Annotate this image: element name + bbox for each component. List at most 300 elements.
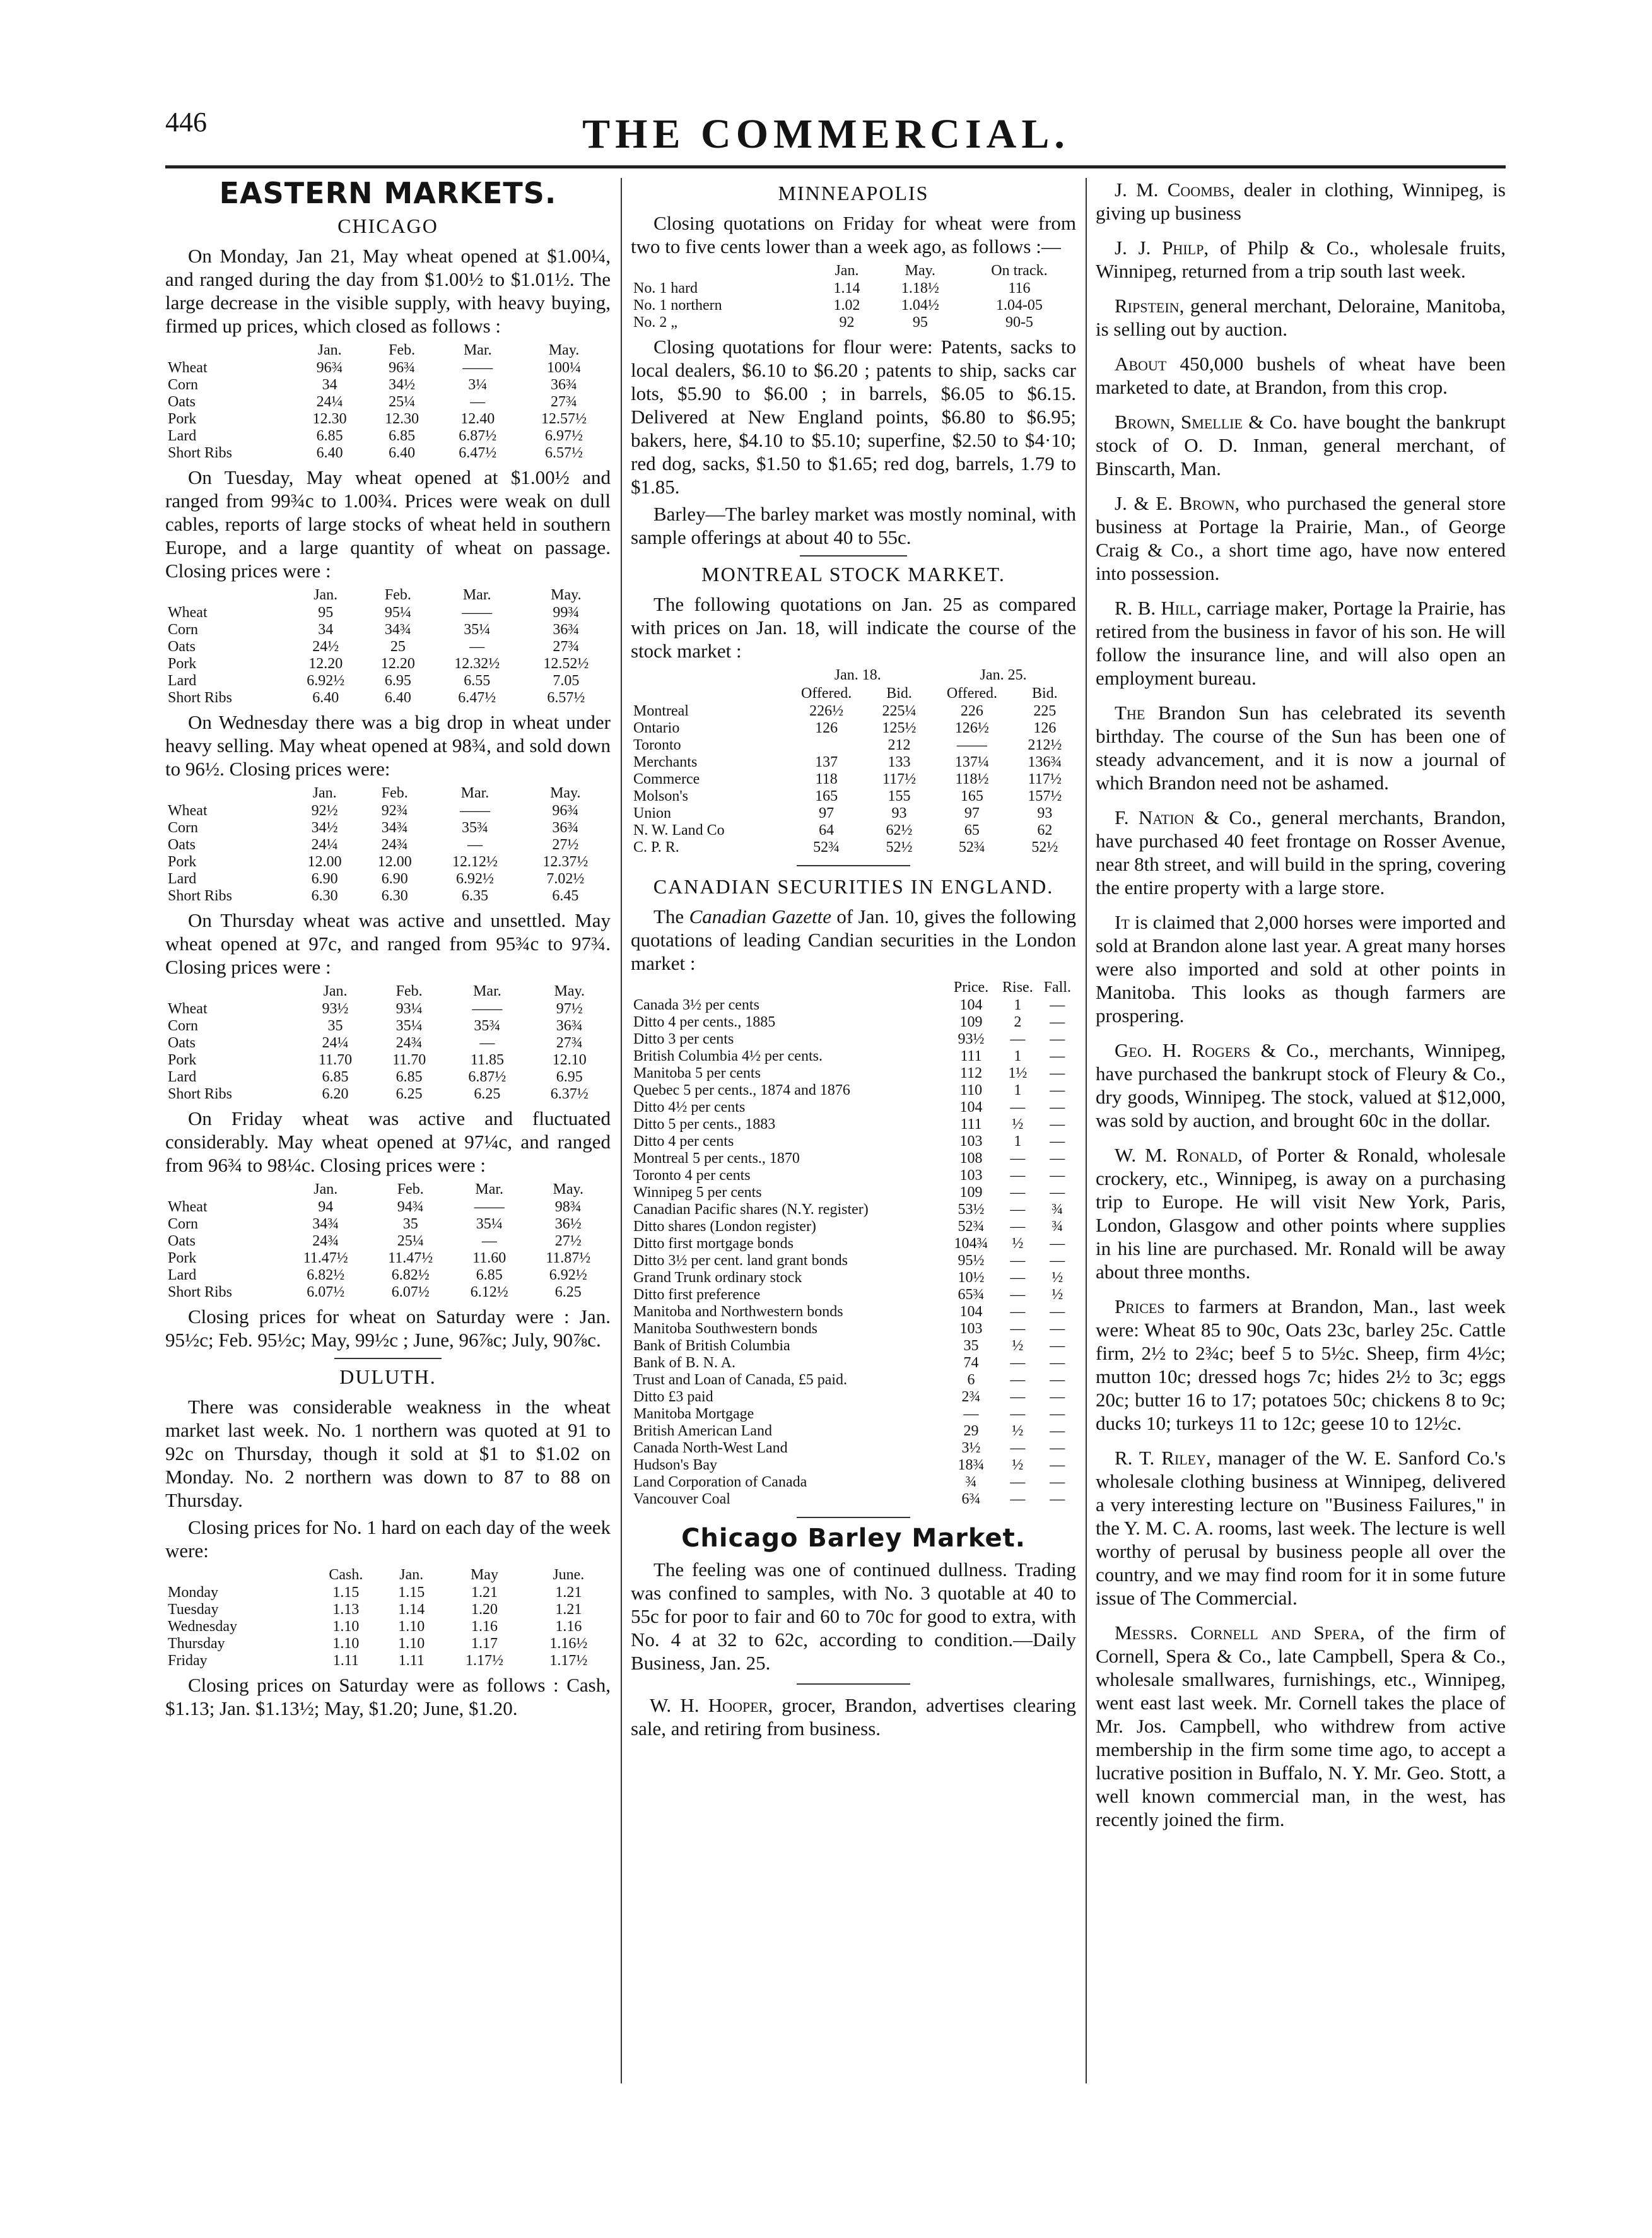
table-row [165, 1216, 611, 1233]
notice-text: , manager of the W. E. Sanford Co.'s wholesale clothing business at Winnipeg, delivered a very interesting lecture on "Business Failures," in the Y. M. C. A. rooms, last week. The lecture is well worthy of perusal by business people all over the country, and we may find room for it in some future issue of The Commercial. [1096, 1447, 1506, 1609]
table-cell: 93 [891, 805, 907, 822]
table-cell: 6.35 [461, 888, 488, 904]
business-notice [1096, 806, 1506, 899]
column-header: Offered. [801, 685, 852, 702]
table-cell: 225¼ [882, 703, 917, 719]
row-label: British American Land [633, 1423, 772, 1439]
table-cell: 155 [888, 788, 911, 804]
table-row [631, 1099, 1076, 1116]
table-cell: — [1050, 1406, 1065, 1422]
table-cell: 96¾ [389, 360, 416, 376]
date-header: Jan. 18. [834, 667, 881, 683]
table-cell: 1.17 [471, 1635, 498, 1652]
table-cell: 126 [1033, 720, 1057, 736]
table-cell: 117½ [1028, 771, 1062, 787]
column-header: May. [548, 342, 580, 358]
table-cell: 104¾ [954, 1235, 988, 1252]
table-cell: 118 [815, 771, 838, 787]
table-row [631, 1184, 1076, 1201]
row-label: No. 1 northern [633, 297, 722, 314]
separator [800, 555, 907, 557]
row-label: Manitoba 5 per cents [633, 1065, 761, 1081]
table-cell: 12.00 [377, 854, 412, 870]
table-cell: 74 [963, 1355, 979, 1371]
chicago-barley-paragraph: The feeling was one of continued dullness. Trading was confined to samples, with No. 3 quotable at 40 to 55c for poor to fair and 60 to 70c for good to extra, with No. 4 at 32 to 62c, according to condition.—Daily Business, Jan. 25. [631, 1558, 1076, 1674]
row-label: Bank of B. N. A. [633, 1355, 735, 1371]
table-cell: 62½ [886, 822, 913, 839]
column-header [165, 784, 290, 803]
row-label: Canada 3½ per cents [633, 997, 759, 1013]
row-label: Lard [168, 428, 197, 444]
table-cell: 6.07½ [307, 1284, 345, 1300]
table-cell: 52¾ [958, 839, 985, 856]
row-label: Pork [168, 656, 197, 672]
table-cell: — [963, 1406, 979, 1422]
publication-title: Canadian Gazette [689, 905, 832, 928]
row-label: Ditto 4 per cents [633, 1133, 734, 1150]
table-cell: — [1010, 1287, 1026, 1303]
table-cell: — [1010, 1406, 1026, 1422]
notice-name: W. H. Hooper [650, 1694, 768, 1716]
page-number: 446 [165, 107, 207, 138]
table-cell: 1.20 [471, 1601, 498, 1618]
table-cell: 35 [963, 1338, 979, 1354]
table-cell: — [1050, 1167, 1065, 1184]
table-cell: 1.16 [555, 1618, 582, 1635]
chicago-price-table [165, 1181, 611, 1301]
table-cell: 24¼ [316, 394, 343, 410]
table-cell: ½ [1012, 1116, 1024, 1133]
table-cell: 35¾ [461, 820, 488, 836]
column-header: Mar. [462, 587, 491, 603]
table-cell: 24¼ [322, 1035, 349, 1051]
table-cell: — [1050, 1082, 1065, 1098]
business-notice [1096, 701, 1506, 794]
table-row [165, 1267, 611, 1284]
table-cell: 109 [959, 1184, 983, 1201]
table-cell: 110 [960, 1082, 983, 1098]
table-cell: 27½ [552, 837, 579, 853]
table-cell: 1 [1014, 1082, 1022, 1098]
row-label: Pork [168, 854, 197, 870]
table-cell: ½ [1012, 1457, 1024, 1473]
table-cell: 1.04-05 [995, 297, 1043, 314]
table-cell: — [1010, 1372, 1026, 1388]
table-cell: 7.02½ [546, 871, 585, 887]
masthead: THE COMMERCIAL. [582, 111, 1070, 157]
table-cell: 103 [959, 1167, 983, 1184]
table-cell: — [1050, 1116, 1065, 1133]
column-header: Rise. [1002, 979, 1033, 996]
table-cell: 34 [318, 621, 334, 638]
minneapolis-flour-paragraph: Closing quotations for flour were: Patents, sacks to local dealers, $6.10 to $6.20 ; patents to ship, sacks car lots, $5.90 to $6.00 ; in barrels, $6.05 to $6.15. Delivered at New England points, $6.80 to $6.95; bakers, here, $4.10 to $5.10; superfine, $2.50 to $4·10; red dog, sacks, $1.50 to $1.65; red dog, barrels, 1.79 to $1.85. [631, 336, 1076, 498]
table-cell: 34¾ [381, 820, 408, 836]
column-header: Mar. [473, 983, 501, 999]
notice-name: It [1115, 911, 1130, 933]
table-row [631, 1338, 1076, 1355]
header-rule [165, 165, 1506, 168]
row-label: Pork [168, 1250, 197, 1266]
table-cell: 212 [888, 737, 911, 753]
row-label: Vancouver Coal [633, 1491, 730, 1507]
table-cell: 6.92½ [307, 673, 345, 689]
table-cell: 6.55 [464, 673, 491, 689]
column-header: Feb. [381, 785, 408, 801]
table-cell: 27¾ [553, 639, 580, 655]
table-row [165, 690, 611, 707]
table-cell: 11.47½ [303, 1250, 348, 1266]
table-cell: 36¾ [552, 820, 579, 836]
row-label: Short Ribs [168, 1086, 233, 1102]
table-cell: 1.16½ [549, 1635, 588, 1652]
notice-name: R. B. Hill [1115, 597, 1197, 619]
table-row [631, 1201, 1076, 1218]
row-label: Wheat [168, 803, 208, 819]
table-header-row [165, 1181, 611, 1199]
row-label: Lard [168, 1267, 197, 1283]
table-cell: 137 [815, 754, 838, 770]
table-cell: 6.25 [554, 1284, 582, 1300]
table-cell: —— [459, 803, 490, 819]
table-cell: 1.10 [332, 1635, 360, 1652]
table-cell: 6.25 [395, 1086, 423, 1102]
table-row [165, 360, 611, 377]
table-row [165, 1284, 611, 1301]
chicago-saturday-closing: Closing prices for wheat on Saturday were : Jan. 95½c; Feb. 95½c; May, 99½c ; June, 96⅞c; July, 90⅞c. [165, 1305, 611, 1351]
row-label: Oats [168, 394, 196, 410]
duluth-paragraph: There was considerable weakness in the wheat market last week. No. 1 northern was quoted at 91 to 92c on Thursday, though it sold at $1 to $1.02 on Monday. No. 2 northern was down to 87 to 88 on Thursday. [165, 1396, 611, 1511]
table-cell: 53½ [958, 1201, 985, 1218]
table-row [631, 1423, 1076, 1440]
table-cell: 6.57½ [545, 445, 583, 461]
table-cell: — [469, 639, 485, 655]
table-cell: 36¾ [556, 1018, 583, 1034]
table-cell: 1.18½ [901, 280, 939, 297]
column-header [165, 341, 293, 360]
table-cell: 6.47½ [459, 445, 497, 461]
row-label: Pork [168, 411, 197, 427]
table-cell: ½ [1012, 1235, 1024, 1252]
table-row [631, 703, 1076, 720]
business-notice [1096, 352, 1506, 399]
table-row [165, 803, 611, 820]
row-label: Corn [168, 377, 198, 393]
table-cell: 36¾ [551, 377, 578, 393]
row-label: Tuesday [168, 1601, 219, 1618]
column-header [631, 685, 785, 703]
table-cell: 6.95 [384, 673, 411, 689]
table-cell: — [1050, 1235, 1065, 1252]
table-cell: 52¾ [813, 839, 840, 856]
duluth-saturday-closing: Closing prices on Saturday were as follows : Cash, $1.13; Jan. $1.13½; May, $1.20; June, $1.20. [165, 1674, 611, 1719]
business-notice [1096, 178, 1506, 225]
table-cell: 117½ [882, 771, 917, 787]
table-cell: 6.07½ [391, 1284, 430, 1300]
table-row [631, 822, 1076, 839]
table-cell: 35¾ [474, 1018, 501, 1034]
table-cell: — [1010, 1150, 1026, 1167]
column-header: Cash. [329, 1567, 363, 1583]
table-cell: 226 [960, 703, 983, 719]
notice-text: , dealer in clothing, Winnipeg, is giving up business [1096, 179, 1506, 224]
table-row [631, 1031, 1076, 1048]
table-cell: 36½ [554, 1216, 582, 1232]
column-header: Jan. [317, 342, 342, 358]
table-cell: 225 [1033, 703, 1057, 719]
table-cell: — [1010, 1389, 1026, 1405]
business-notice [1096, 294, 1506, 341]
table-cell: —— [956, 737, 987, 753]
table-cell: 35¼ [476, 1216, 503, 1232]
business-notice [1096, 1621, 1506, 1831]
column-header: Mar. [460, 785, 489, 801]
column-header [165, 1566, 311, 1584]
table-row [631, 737, 1076, 754]
table-cell: — [479, 1035, 495, 1051]
business-notice [1096, 236, 1506, 283]
table-cell: 65¾ [958, 1287, 985, 1303]
notice-text: , grocer, Brandon, advertises clearing sale, and retiring from business. [631, 1694, 1077, 1740]
row-label: N. W. Land Co [633, 822, 725, 839]
table-cell: 1.10 [398, 1618, 425, 1635]
row-label: Oats [168, 1035, 196, 1051]
table-row [165, 377, 611, 394]
table-cell: — [1010, 1184, 1026, 1201]
table-cell: 1 [1014, 1048, 1022, 1064]
table-cell: 12.57½ [541, 411, 587, 427]
duluth-paragraph: Closing prices for No. 1 hard on each day of the week were: [165, 1516, 611, 1562]
notice-name: The [1115, 702, 1145, 724]
table-row [165, 411, 611, 428]
table-cell: 12.30 [312, 411, 347, 427]
table-cell: 6 [967, 1372, 975, 1388]
notice-text: , carriage maker, Portage la Prairie, has retired from the business in favor of his son. He will follow the insurance line, and will also open an employment bureau. [1096, 597, 1506, 689]
table-cell: 6.85 [316, 428, 343, 444]
table-cell: 27¾ [551, 394, 578, 410]
table-cell: — [1050, 1065, 1065, 1081]
table-cell: 157½ [1028, 788, 1062, 804]
column-header: On track. [991, 262, 1048, 279]
table-header-row [165, 341, 611, 360]
table-cell [785, 737, 868, 754]
minneapolis-paragraph: Closing quotations on Friday for wheat were from two to five cents lower than a week ago, as follows :— [631, 212, 1076, 257]
separator [334, 1358, 442, 1359]
eastern-markets-heading: EASTERN MARKETS. [219, 176, 557, 210]
table-cell: 25¼ [389, 394, 416, 410]
business-notice [1096, 492, 1506, 585]
table-cell: — [1050, 997, 1065, 1013]
montreal-paragraph: The following quotations on Jan. 25 as compared with prices on Jan. 18, will indicate the course of the stock market : [631, 593, 1076, 662]
table-cell: 1.21 [555, 1601, 582, 1618]
column-3 [1096, 178, 1506, 1842]
notice-name: Messrs. Cornell and Spera [1115, 1622, 1360, 1644]
table-cell: 100¼ [547, 360, 582, 376]
row-label: Montreal [633, 703, 689, 719]
chicago-price-table [165, 982, 611, 1103]
table-cell: 126½ [954, 720, 989, 736]
table-cell: 116 [1008, 280, 1031, 297]
table-cell: ½ [1012, 1423, 1024, 1439]
table-cell: 111 [960, 1048, 982, 1064]
notice-text: & Co., general merchants, Brandon, have purchased 40 feet frontage on Rosser Avenue, near 8th street, and will build in the spring, covering the entire property with a large store. [1096, 806, 1506, 898]
row-label: Wheat [168, 604, 208, 621]
table-cell: —— [462, 360, 493, 376]
table-cell: 94 [318, 1199, 334, 1215]
table-cell: 24¾ [381, 837, 408, 853]
row-label: Molson's [633, 788, 689, 804]
table-cell: 99¾ [553, 604, 580, 621]
table-cell: 1.11 [332, 1652, 359, 1669]
table-cell: 12.40 [460, 411, 495, 427]
table-cell: 35¼ [464, 621, 491, 638]
table-row [165, 1652, 611, 1670]
table-cell: — [1050, 1150, 1065, 1167]
table-cell: 6.90 [381, 871, 408, 887]
table-cell: 1.11 [398, 1652, 425, 1669]
chicago-day-paragraph: On Thursday wheat was active and unsettled. May wheat opened at 97c, and ranged from 95¾c to 97¾. Closing prices were : [165, 909, 611, 978]
table-cell: 6.92½ [549, 1267, 587, 1283]
table-cell: 6.25 [474, 1086, 501, 1102]
column-2 [631, 178, 1076, 1752]
table-row [165, 656, 611, 673]
table-row [165, 639, 611, 656]
chicago-daily-reports [165, 244, 611, 1301]
row-label: Short Ribs [168, 1284, 233, 1300]
table-cell: 6.57½ [547, 690, 585, 706]
table-cell: 6.82½ [391, 1267, 430, 1283]
table-row [165, 673, 611, 690]
table-row [631, 805, 1076, 822]
row-label: Trust and Loan of Canada, £5 paid. [633, 1372, 848, 1388]
table-cell: — [1010, 1321, 1026, 1337]
table-cell: 1 [1014, 997, 1022, 1013]
table-cell: — [1050, 1440, 1065, 1456]
table-cell: 92¾ [381, 803, 408, 819]
table-cell: — [1050, 1184, 1065, 1201]
table-cell: 12.12½ [452, 854, 498, 870]
table-cell: — [1010, 1201, 1026, 1218]
canadian-securities-paragraph: The Canadian Gazette of Jan. 10, gives the following quotations of leading Candian securities in the London market : [631, 905, 1076, 974]
table-row [165, 1601, 611, 1618]
separator [797, 865, 910, 866]
table-cell: 108 [959, 1150, 983, 1167]
row-label: Pork [168, 1052, 197, 1068]
table-cell: — [1010, 1474, 1026, 1490]
column-header: Jan. [323, 983, 348, 999]
column-header [631, 262, 816, 280]
table-cell: 97½ [556, 1001, 583, 1017]
table-cell: 12.37½ [542, 854, 589, 870]
table-cell: 18¾ [958, 1457, 985, 1473]
table-row [631, 1082, 1076, 1099]
table-cell: — [1050, 1372, 1065, 1388]
table-row [631, 1457, 1076, 1474]
table-cell: 35¼ [395, 1018, 423, 1034]
table-cell: — [1050, 1355, 1065, 1371]
table-cell: 90-5 [1005, 314, 1033, 331]
table-row [631, 1406, 1076, 1423]
table-cell: 6¾ [961, 1491, 981, 1507]
table-cell: 12.52½ [543, 656, 589, 672]
table-header-row [165, 1566, 611, 1584]
column-header: Mar. [475, 1181, 504, 1198]
table-cell: 6.37½ [550, 1086, 589, 1102]
row-label: Corn [168, 621, 198, 638]
table-cell: 6.82½ [307, 1267, 345, 1283]
row-label: Ditto first mortgage bonds [633, 1235, 794, 1252]
table-row [631, 788, 1076, 805]
table-row [165, 1233, 611, 1250]
table-row [165, 394, 611, 411]
column-header: Feb. [395, 983, 423, 999]
chicago-price-table [165, 341, 611, 462]
table-cell: 11.60 [472, 1250, 507, 1266]
table-cell: 103 [959, 1133, 983, 1150]
table-row [631, 1133, 1076, 1150]
table-cell: 104 [959, 997, 983, 1013]
column-header: May [470, 1567, 498, 1583]
table-cell: 1.13 [332, 1601, 360, 1618]
table-row [165, 1035, 611, 1052]
table-cell: 24¾ [395, 1035, 423, 1051]
table-cell: 112 [960, 1065, 983, 1081]
row-label: Union [633, 805, 671, 822]
business-notice [1096, 1143, 1506, 1283]
table-cell: 6.40 [384, 690, 411, 706]
table-cell: 52½ [1031, 839, 1058, 856]
column-1 [165, 178, 611, 1724]
table-row [631, 771, 1076, 788]
table-cell: 6.85 [322, 1069, 349, 1085]
table-cell: 1½ [1008, 1065, 1028, 1081]
table-cell: 1.04½ [901, 297, 939, 314]
table-cell: 93¼ [395, 1001, 423, 1017]
table-cell: 125½ [882, 720, 917, 736]
table-cell: 6.85 [389, 428, 416, 444]
notice-name: J. J. Philp [1115, 237, 1204, 259]
table-cell: 27¾ [556, 1035, 583, 1051]
table-cell: — [1050, 1457, 1065, 1473]
duluth-heading: DULUTH. [339, 1365, 436, 1388]
canadian-securities-table [631, 979, 1076, 1508]
row-label: Wheat [168, 360, 208, 376]
table-header-row [631, 262, 1076, 280]
duluth-price-table [165, 1566, 611, 1670]
table-row [631, 297, 1076, 314]
table-cell: —— [462, 604, 493, 621]
table-row [165, 1635, 611, 1652]
row-label: Grand Trunk ordinary stock [633, 1269, 802, 1286]
table-cell: 24¼ [311, 837, 338, 853]
table-cell: 1.14 [833, 280, 860, 297]
table-cell: 29 [963, 1423, 979, 1439]
row-label: Bank of British Columbia [633, 1338, 790, 1354]
notice-name: About [1115, 353, 1167, 375]
table-cell: 24¾ [312, 1233, 339, 1249]
table-cell: 11.47½ [388, 1250, 433, 1266]
table-cell: — [1010, 1218, 1026, 1235]
column-header [631, 979, 946, 997]
table-header-row [165, 982, 611, 1001]
table-cell: 34 [322, 377, 337, 393]
table-cell: 96¾ [552, 803, 579, 819]
table-header-row [165, 586, 611, 604]
notice-name: W. M. Ronald [1115, 1144, 1238, 1166]
notice-text: , of the firm of Cornell, Spera & Co., late Campbell, Spera & Co., wholesale smallwares, furnishings, etc., Winnipeg, went east last week. Mr. Cornell takes the place of Mr. Jos. Campbell, who withdrew from active membership in the firm some time ago, to accept a lucrative position in Buffalo, N. Y. Mr. Geo. Stott, a well known commercial man, in the west, has recently joined the firm. [1096, 1622, 1506, 1830]
table-cell: 137¼ [954, 754, 989, 770]
row-label: No. 2 „ [633, 314, 677, 331]
table-cell: 226½ [809, 703, 844, 719]
